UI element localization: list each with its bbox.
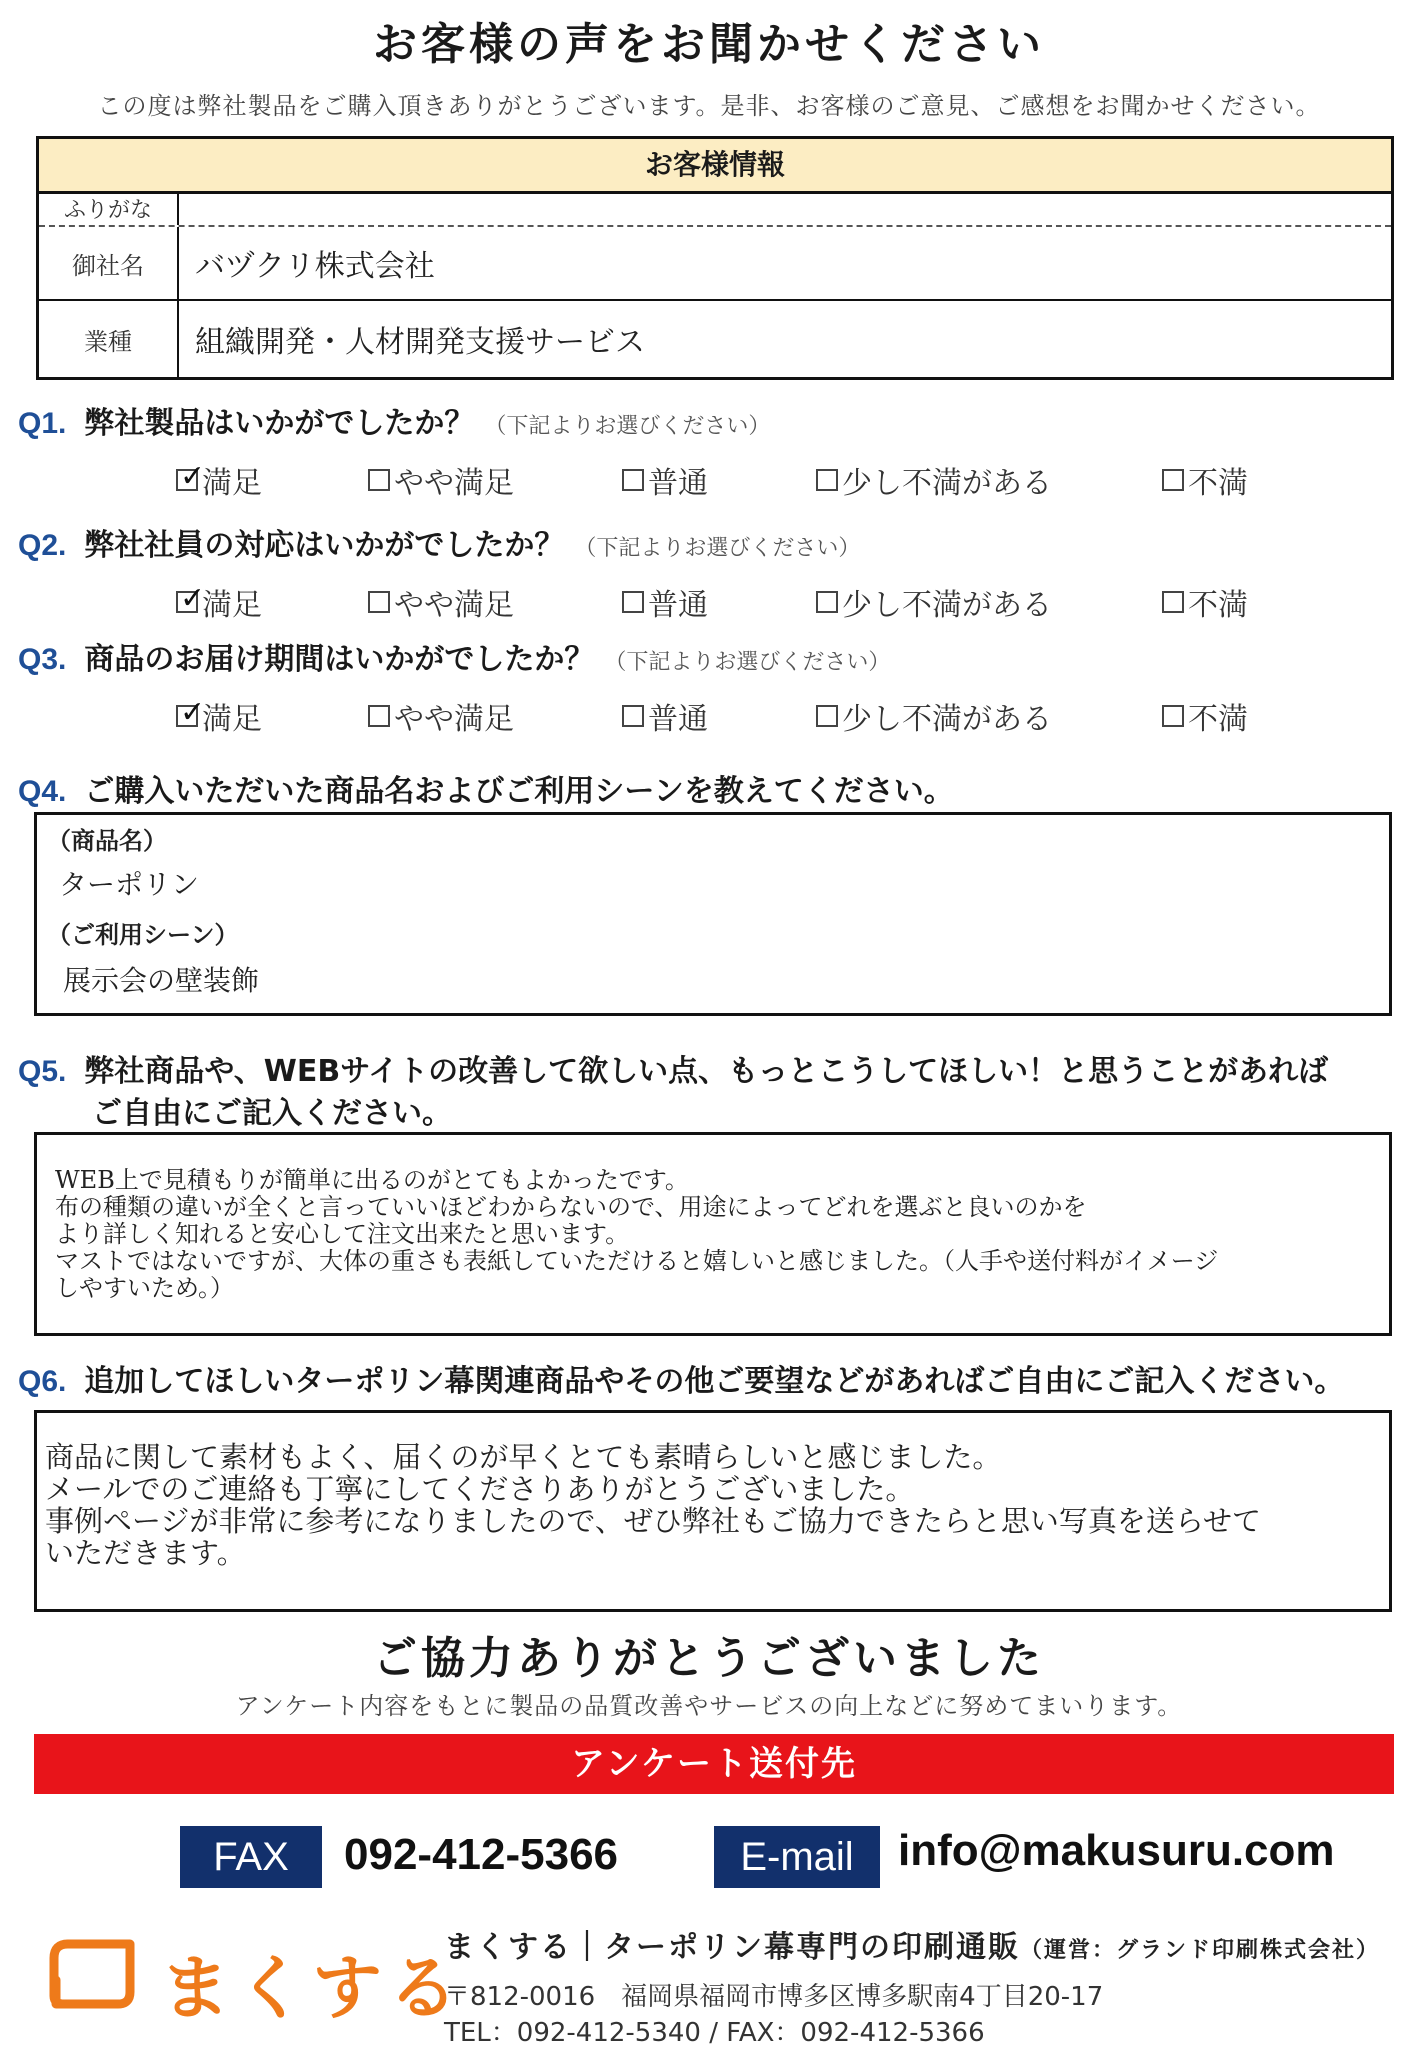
option-5[interactable]: [1162, 694, 1248, 738]
checkbox-icon[interactable]: [1162, 469, 1184, 491]
option-1[interactable]: [176, 580, 262, 624]
q5-answer-line: WEB上で見積もりが簡単に出るのがとてもよかったです。: [55, 1166, 689, 1194]
checkbox-icon[interactable]: [368, 469, 390, 491]
checkbox-icon[interactable]: [816, 469, 838, 491]
company-address: 〒812-0016 福岡県福岡市博多区博多駅南4丁目20-17: [444, 1982, 1104, 2012]
q4-text: ご購入いただいた商品名およびご利用シーンを教えてください。: [84, 774, 954, 809]
q6-answer-text: [45, 1441, 1261, 1569]
option-label: 不満: [1188, 466, 1248, 501]
q5-answer-line: より詳しく知れると安心して注文出来たと思います。: [55, 1220, 630, 1248]
furigana-label: ふりがな: [39, 191, 179, 225]
q5-question-line2: ご自由にご記入ください。: [92, 1096, 452, 1131]
option-3[interactable]: [622, 694, 708, 738]
option-4[interactable]: [816, 458, 1052, 502]
q5-question: [18, 1046, 1328, 1090]
product-name-label: （商品名）: [47, 827, 167, 855]
option-5[interactable]: [1162, 458, 1248, 502]
fax-badge: FAX: [180, 1826, 322, 1888]
industry-row: [39, 301, 1391, 377]
q4-number: Q4.: [18, 775, 67, 808]
q3-text: 商品のお届け期間はいかがでしたか？: [84, 642, 595, 677]
checkbox-icon[interactable]: [622, 705, 644, 727]
q6-answer-line: いただきます。: [45, 1536, 246, 1570]
q5-answer-box[interactable]: [34, 1132, 1392, 1336]
option-label: 不満: [1188, 588, 1248, 623]
q1-question: [18, 398, 770, 442]
checkbox-icon[interactable]: [816, 591, 838, 613]
product-name-value: ターポリン: [59, 868, 200, 901]
q1-options: [176, 458, 1276, 501]
checkbox-icon[interactable]: [368, 591, 390, 613]
q2-number: Q2.: [18, 529, 67, 562]
option-4[interactable]: [816, 580, 1052, 624]
email-address[interactable]: info@makusuru.com: [898, 1826, 1335, 1875]
q6-answer-line: メールでのご連絡も丁寧にしてくださりありがとうございました。: [45, 1472, 915, 1506]
q2-question: [18, 520, 860, 564]
option-1[interactable]: [176, 458, 262, 502]
option-2[interactable]: [368, 458, 514, 502]
furigana-row: [39, 191, 1391, 227]
q5-answer-text: [55, 1167, 1218, 1302]
option-3[interactable]: [622, 458, 708, 502]
option-2[interactable]: [368, 580, 514, 624]
option-label: やや満足: [394, 466, 514, 501]
company-phone-fax: TEL：092-412-5340 / FAX：092-412-5366: [444, 2018, 985, 2048]
q1-number: Q1.: [18, 407, 67, 440]
company-line: [444, 1922, 1380, 1966]
operator-name: （運営：グランド印刷株式会社）: [1020, 1938, 1381, 1963]
q3-options: [176, 694, 1276, 737]
industry-field[interactable]: 組織開発・人材開発支援サービス: [195, 325, 645, 360]
option-label: やや満足: [394, 588, 514, 623]
q6-number: Q6.: [18, 1365, 67, 1398]
q1-note: （下記よりお選びください）: [484, 414, 771, 439]
q4-answer-box[interactable]: [34, 812, 1392, 1016]
q1-text: 弊社製品はいかがでしたか？: [84, 406, 475, 441]
option-2[interactable]: [368, 694, 514, 738]
q6-question: [18, 1356, 1344, 1400]
option-1[interactable]: [176, 694, 262, 738]
company-label: 御社名: [39, 227, 179, 299]
q3-question: [18, 634, 890, 678]
option-label: 少し不満がある: [842, 588, 1052, 623]
q4-question: [18, 766, 954, 810]
company-name: まくする｜ターポリン幕専門の印刷通販: [444, 1930, 1020, 1965]
checkbox-icon[interactable]: [1162, 705, 1184, 727]
checkbox-icon[interactable]: [176, 469, 198, 491]
logo-icon: [46, 1936, 142, 2012]
q5-answer-line: 布の種類の違いが全くと言っていいほどわからないので、用途によってどれを選ぶと良いのかを: [55, 1193, 1087, 1221]
q6-answer-box[interactable]: [34, 1410, 1392, 1612]
option-label: 少し不満がある: [842, 702, 1052, 737]
company-field[interactable]: バヅクリ株式会社: [195, 249, 435, 284]
company-row: [39, 227, 1391, 301]
usage-scene-label: （ご利用シーン）: [47, 921, 239, 949]
q5-text-line1: 弊社商品や、WEBサイトの改善して欲しい点、もっとこうしてほしい！と思うことがあれば: [84, 1054, 1329, 1089]
checkbox-icon[interactable]: [622, 591, 644, 613]
thanks-subtext: アンケート内容をもとに製品の品質改善やサービスの向上などに努めてまいります。: [235, 1692, 1183, 1720]
checkbox-icon[interactable]: [1162, 591, 1184, 613]
q6-answer-line: 事例ページが非常に参考になりましたので、ぜひ弊社もご協力できたらと思い写真を送らせて: [45, 1504, 1261, 1538]
fax-number[interactable]: 092-412-5366: [344, 1830, 619, 1879]
usage-scene-value: 展示会の壁装飾: [63, 964, 260, 997]
customer-info-heading: お客様情報: [39, 139, 1391, 194]
option-label: 満足: [202, 702, 262, 737]
thanks-heading: ご協力ありがとうございました: [373, 1633, 1045, 1684]
q2-note: （下記よりお選びください）: [574, 536, 861, 561]
option-label: 満足: [202, 588, 262, 623]
checkbox-icon[interactable]: [622, 469, 644, 491]
q6-text: 追加してほしいターポリン幕関連商品やその他ご要望などがあればご自由にご記入ください。: [84, 1364, 1345, 1399]
page-title: お客様の声をお聞かせください: [373, 19, 1045, 70]
option-label: 普通: [648, 466, 708, 501]
q2-options: [176, 580, 1276, 623]
option-5[interactable]: [1162, 580, 1248, 624]
q6-answer-line: 商品に関して素材もよく、届くのが早くとても素晴らしいと感じました。: [45, 1440, 1002, 1474]
option-3[interactable]: [622, 580, 708, 624]
checkbox-icon[interactable]: [176, 705, 198, 727]
checkbox-icon[interactable]: [368, 705, 390, 727]
option-4[interactable]: [816, 694, 1052, 738]
q3-note: （下記よりお選びください）: [604, 650, 891, 675]
intro-text: この度は弊社製品をご購入頂きありがとうございます。是非、お客様のご意見、ご感想をお聞かせください。: [97, 92, 1321, 120]
customer-info-table: [36, 136, 1394, 380]
checkbox-icon[interactable]: [816, 705, 838, 727]
option-label: やや満足: [394, 702, 514, 737]
email-badge: E-mail: [714, 1826, 880, 1888]
q2-text: 弊社社員の対応はいかがでしたか？: [84, 528, 565, 563]
logo-wordmark: まくする: [160, 1947, 464, 2029]
q5-number: Q5.: [18, 1055, 67, 1088]
send-to-banner: アンケート送付先: [34, 1734, 1394, 1794]
q3-number: Q3.: [18, 643, 67, 676]
checkbox-icon[interactable]: [176, 591, 198, 613]
option-label: 不満: [1188, 702, 1248, 737]
q5-answer-line: マストではないですが、大体の重さも表紙していただけると嬉しいと感じました。（人手や送付料がイメージ: [55, 1247, 1219, 1275]
option-label: 普通: [648, 702, 708, 737]
option-label: 少し不満がある: [842, 466, 1052, 501]
industry-label: 業種: [39, 301, 179, 377]
option-label: 普通: [648, 588, 708, 623]
option-label: 満足: [202, 466, 262, 501]
q5-answer-line: しやすいため。）: [55, 1274, 235, 1302]
